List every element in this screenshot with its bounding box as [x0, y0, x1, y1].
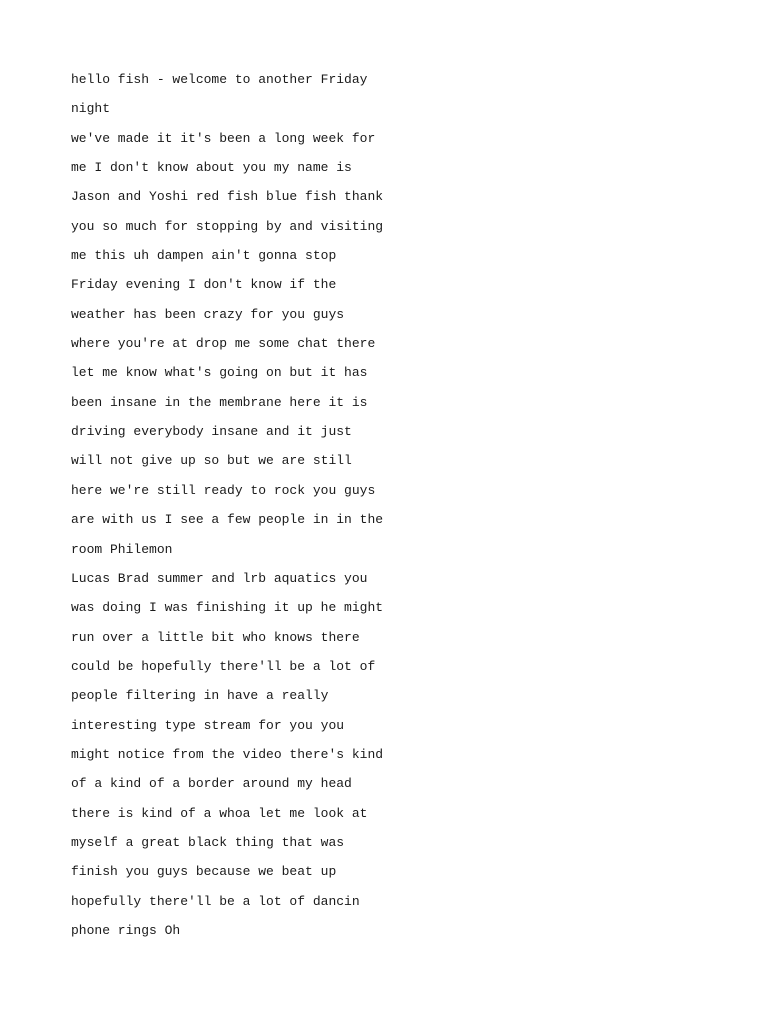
transcript-line: interesting type stream for you you — [71, 717, 345, 733]
transcript-line: was doing I was finishing it up he might — [71, 600, 384, 616]
transcript-line: driving everybody insane and it just — [71, 424, 352, 440]
transcript-line: of a kind of a border around my head — [71, 776, 352, 792]
transcript-line: been insane in the membrane here it is — [71, 394, 368, 410]
transcript-line: weather has been crazy for you guys — [71, 306, 345, 322]
transcript-line: will not give up so but we are still — [71, 453, 352, 469]
transcript-line: here we're still ready to rock you guys — [71, 482, 376, 498]
transcript-line: myself a great black thing that was — [71, 834, 345, 850]
transcript-line: hopefully there'll be a lot of dancin — [71, 893, 360, 909]
transcript-line: we've made it it's been a long week for — [71, 130, 376, 146]
transcript-line: could be hopefully there'll be a lot of — [71, 658, 376, 674]
transcript-line: Jason and Yoshi red fish blue fish thank — [71, 189, 384, 205]
transcript-line: where you're at drop me some chat there — [71, 336, 376, 352]
transcript-line: people filtering in have a really — [71, 688, 329, 704]
transcript-line: you so much for stopping by and visiting — [71, 218, 384, 234]
transcript-line: might notice from the video there's kind — [71, 746, 384, 762]
transcript-line: room Philemon — [71, 541, 173, 557]
transcript-line: hello fish - welcome to another Friday — [71, 72, 368, 87]
transcript-line: run over a little bit who knows there — [71, 629, 360, 645]
transcript-line: phone rings Oh — [71, 922, 181, 938]
transcript-line: Friday evening I don't know if the — [71, 277, 337, 293]
transcript-line: night — [71, 101, 111, 117]
transcript-line: finish you guys because we beat up — [71, 864, 337, 880]
transcript-line: there is kind of a whoa let me look at — [71, 805, 368, 821]
transcript-line: me I don't know about you my name is — [71, 160, 352, 176]
transcript-line: let me know what's going on but it has — [71, 365, 368, 381]
transcript-text — [71, 65, 711, 945]
transcript-line: Lucas Brad summer and lrb aquatics you — [71, 570, 368, 586]
transcript-line: are with us I see a few people in in the — [71, 512, 384, 528]
transcript-line: me this uh dampen ain't gonna stop — [71, 248, 337, 264]
